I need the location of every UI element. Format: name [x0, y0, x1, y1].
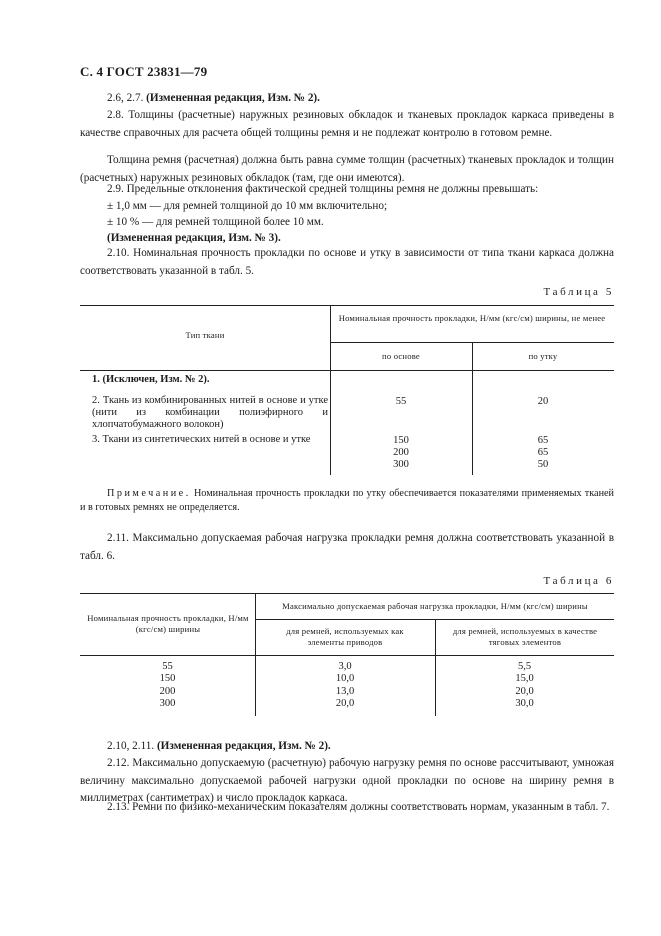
table6-caption: Таблица 6: [543, 575, 614, 587]
table-rule: [80, 305, 614, 306]
table-rule: [80, 370, 614, 371]
clause-number: 2.10, 2.11.: [107, 740, 155, 752]
table-cell-value: 200: [159, 686, 176, 697]
page-header: С. 4 ГОСТ 23831—79: [80, 64, 208, 79]
amendment-note: (Измененная редакция, Изм. № 2).: [146, 92, 320, 104]
column-header-fabric-type: Тип ткани: [185, 330, 225, 340]
table-rule: [80, 593, 614, 594]
table-cell-value: 10,0: [335, 673, 355, 684]
table-cell-value: 300: [159, 698, 176, 709]
tolerance-1: ± 1,0 мм — для ремней толщиной до 10 мм включительно;: [107, 200, 388, 212]
table-cell-value: 200: [393, 447, 409, 458]
paragraph-2-8: 2.8. Толщины (расчетные) наружных резиновых обкладок и тканевых прокладок каркаса приведены в качестве справочных для расчета общей толщины ремня и не подлежат контролю в готовом ремне.: [80, 109, 614, 139]
paragraph-2-10-2-11: [80, 738, 614, 756]
table-cell-value: 300: [393, 459, 409, 470]
table-cell-value: 30,0: [515, 698, 534, 709]
table-cell-value: 20,0: [515, 686, 534, 697]
column-header-nominal-strength: Номинальная прочность прокладки, Н/мм (кгс/см) ширины: [87, 613, 249, 634]
amendment-note: (Измененная редакция, Изм. № 3).: [107, 232, 281, 244]
amendment-note: (Измененная редакция, Изм. № 2).: [156, 740, 331, 752]
column-group-header: Номинальная прочность прокладки, Н/мм (кгс/см) ширины, не менее: [338, 313, 606, 323]
paragraph-thickness: Толщина ремня (расчетная) должна быть равна сумме толщин (расчетных) тканевых прокладок и толщин (расчетных) наружных резиновых обкладок (там, где они имеются).: [80, 154, 614, 184]
table-cell-value: 5,5: [517, 661, 532, 672]
column-header-warp: по основе: [382, 351, 420, 361]
table-cell-value: 65: [537, 435, 549, 446]
paragraph-2-6-2-7: [80, 90, 614, 108]
table-row-3: 3. Ткани из синтетических нитей в основе и утке: [92, 434, 311, 445]
table-cell-value: 50: [537, 459, 549, 470]
table-cell-value: 3,0: [338, 661, 352, 672]
note-label: Примечание.: [107, 488, 191, 499]
paragraph-2-10: 2.10. Номинальная прочность прокладки по основе и утку в зависимости от типа ткани каркаса должна соответствовать указанной в табл. 5.: [80, 247, 614, 277]
column-header-drive-belts: для ремней, используемых как элементы приводов: [286, 626, 404, 647]
paragraph-2-12: 2.12. Максимально допускаемую (расчетную) рабочую нагрузку ремня по основе рассчитывают, умножая величину максимально допускаемой рабочей нагрузки одной прокладки по основе на ширину ремня в миллиметрах (сантиметрах) и число прокладок каркаса.: [80, 757, 614, 805]
table-cell-value: 20: [537, 396, 549, 407]
paragraph-2-13: 2.13. Ремни по физико-механическим показателям должны соответствовать нормам, указанным в табл. 7.: [107, 801, 610, 813]
table-cell-value: 150: [159, 673, 176, 684]
paragraph-2-9: 2.9. Предельные отклонения фактической средней толщины ремня не должны превышать:: [107, 183, 539, 195]
table-rule: [80, 655, 614, 656]
table-cell-value: 55: [162, 661, 173, 672]
table-cell-value: 65: [537, 447, 549, 458]
table-row-1: 1. (Исключен, Изм. № 2).: [92, 374, 210, 385]
table-cell-value: 150: [393, 435, 409, 446]
paragraph-2-11: 2.11. Максимально допускаемая рабочая нагрузка прокладки ремня должна соответствовать указанной в табл. 6.: [80, 532, 614, 562]
column-header-traction-belts: для ремней, используемых в качестве тяговых элементов: [452, 626, 598, 647]
table-cell-value: 55: [395, 396, 407, 407]
table-cell-value: 20,0: [335, 698, 355, 709]
note-text: Номинальная прочность прокладки по утку обеспечивается показателями применяемых тканей и в готовых ремнях не определяется.: [80, 488, 614, 513]
column-group-header: Максимально допускаемая рабочая нагрузка прокладки, Н/мм (кгс/см) ширины: [282, 601, 588, 611]
table-cell-value: 15,0: [515, 673, 534, 684]
column-header-weft: по утку: [528, 351, 558, 361]
table5-note: [80, 487, 614, 515]
table-row-2: 2. Ткань из комбинированных нитей в основе и утке (нити из комбинации полиэфирного и хлопчатобумажного волокон): [92, 395, 328, 430]
table5-caption: Таблица 5: [543, 286, 614, 298]
clause-number: 2.6, 2.7.: [107, 92, 144, 104]
tolerance-2: ± 10 % — для ремней толщиной более 10 мм.: [107, 216, 324, 228]
table-cell-value: 13,0: [335, 686, 355, 697]
